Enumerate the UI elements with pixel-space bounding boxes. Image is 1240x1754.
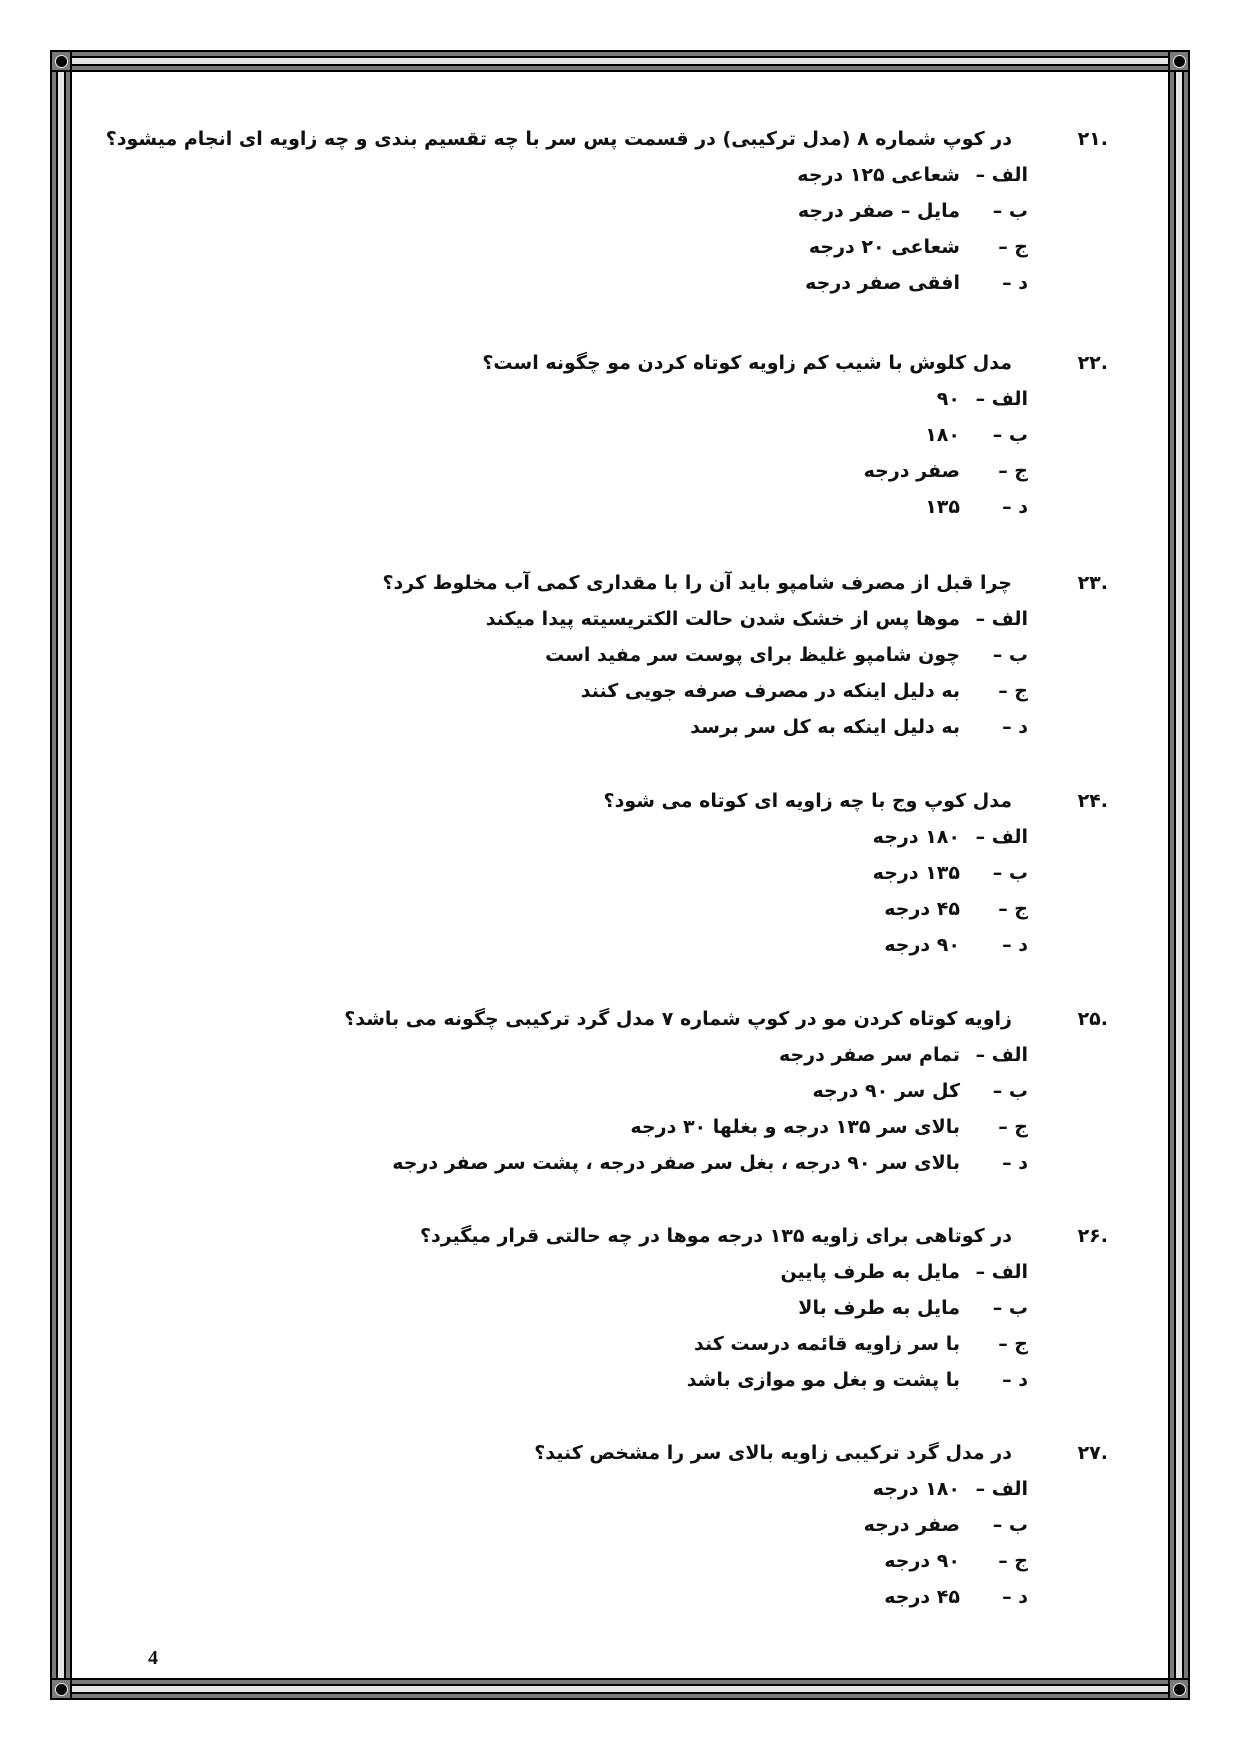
option-alef — [0, 826, 1240, 862]
option-text: ۱۸۰ — [925, 424, 960, 446]
option-text: ۴۵ درجه — [884, 898, 960, 920]
option-be — [0, 1297, 1240, 1333]
option-text: با سر زاویه قائمه درست کند — [694, 1333, 960, 1355]
option-text: مایل به طرف بالا — [798, 1297, 960, 1319]
option-label: د – — [1002, 934, 1028, 956]
option-label: ج – — [998, 898, 1028, 920]
option-text: بالای سر ۱۳۵ درجه و بغلها ۳۰ درجه — [630, 1116, 960, 1138]
question-27 — [0, 1442, 1240, 1622]
option-text: ۱۸۰ درجه — [872, 826, 960, 848]
option-label: د – — [1002, 716, 1028, 738]
question-text: مدل کلوش با شیب کم زاویه کوتاه کردن مو چگونه است؟ — [482, 352, 1012, 374]
option-label: ج – — [998, 1550, 1028, 1572]
corner-rivet-icon — [1168, 50, 1190, 72]
option-dal — [0, 1152, 1240, 1188]
option-be — [0, 1514, 1240, 1550]
option-alef — [0, 1478, 1240, 1514]
question-23 — [0, 572, 1240, 752]
option-alef — [0, 1044, 1240, 1080]
question-number: .۲۶ — [1077, 1225, 1108, 1247]
question-22 — [0, 352, 1240, 532]
option-alef — [0, 388, 1240, 424]
option-text: صفر درجه — [863, 460, 960, 482]
option-label: ب – — [992, 1080, 1028, 1102]
option-label: الف – — [975, 164, 1028, 186]
option-dal — [0, 716, 1240, 752]
option-jim — [0, 1116, 1240, 1152]
option-text: ۹۰ — [936, 388, 960, 410]
option-label: ب – — [992, 644, 1028, 666]
option-dal — [0, 934, 1240, 970]
option-text: ۱۳۵ درجه — [872, 862, 960, 884]
question-text: در مدل گرد ترکیبی زاویه بالای سر را مشخص کنید؟ — [534, 1442, 1012, 1464]
question-25 — [0, 1008, 1240, 1188]
question-text: زاویه کوتاه کردن مو در کوپ شماره ۷ مدل گرد ترکیبی چگونه می باشد؟ — [344, 1008, 1012, 1030]
page-number: 4 — [148, 1647, 158, 1669]
option-text: بالای سر ۹۰ درجه ، بغل سر صفر درجه ، پشت سر صفر درجه — [392, 1152, 960, 1174]
option-be — [0, 200, 1240, 236]
option-label: الف – — [975, 1261, 1028, 1283]
option-jim — [0, 1333, 1240, 1369]
option-label: الف – — [975, 1044, 1028, 1066]
option-label: ب – — [992, 862, 1028, 884]
option-dal — [0, 1586, 1240, 1622]
option-label: ب – — [992, 200, 1028, 222]
option-text: تمام سر صفر درجه — [778, 1044, 960, 1066]
corner-rivet-icon — [1168, 1678, 1190, 1700]
option-dal — [0, 272, 1240, 308]
option-alef — [0, 608, 1240, 644]
option-text: افقی صفر درجه — [805, 272, 960, 294]
option-label: الف – — [975, 608, 1028, 630]
option-text: صفر درجه — [863, 1514, 960, 1536]
option-label: ب – — [992, 1297, 1028, 1319]
option-text: به دلیل اینکه در مصرف صرفه جویی کنند — [580, 680, 960, 702]
question-number: .۲۴ — [1077, 790, 1108, 812]
option-label: د – — [1002, 1152, 1028, 1174]
option-text: ۹۰ درجه — [884, 934, 960, 956]
option-alef — [0, 1261, 1240, 1297]
option-label: ج – — [998, 1333, 1028, 1355]
question-number: .۲۷ — [1077, 1442, 1108, 1464]
option-label: ج – — [998, 236, 1028, 258]
option-text: مایل – صفر درجه — [797, 200, 960, 222]
question-number: .۲۲ — [1077, 352, 1108, 374]
option-label: الف – — [975, 826, 1028, 848]
option-jim — [0, 460, 1240, 496]
option-alef — [0, 164, 1240, 200]
question-24 — [0, 790, 1240, 970]
option-text: ۱۸۰ درجه — [872, 1478, 960, 1500]
question-number: .۲۳ — [1077, 572, 1108, 594]
option-be — [0, 424, 1240, 460]
option-text: شعاعی ۲۰ درجه — [808, 236, 960, 258]
option-jim — [0, 236, 1240, 272]
question-26 — [0, 1225, 1240, 1405]
option-text: ۱۳۵ — [925, 496, 960, 518]
option-text: کل سر ۹۰ درجه — [812, 1080, 960, 1102]
question-number: .۲۵ — [1077, 1008, 1108, 1030]
option-label: ج – — [998, 1116, 1028, 1138]
question-text: چرا قبل از مصرف شامپو باید آن را با مقداری کمی آب مخلوط کرد؟ — [382, 572, 1012, 594]
question-21 — [0, 128, 1240, 308]
option-label: د – — [1002, 496, 1028, 518]
option-label: ب – — [992, 1514, 1028, 1536]
option-text: موها پس از خشک شدن حالت الکتریسیته پیدا میکند — [485, 608, 960, 630]
option-dal — [0, 1369, 1240, 1405]
question-text: در کوتاهی برای زاویه ۱۳۵ درجه موها در چه حالتی قرار میگیرد؟ — [419, 1225, 1012, 1247]
option-text: ۹۰ درجه — [884, 1550, 960, 1572]
question-text: مدل کوپ وج با چه زاویه ای کوتاه می شود؟ — [603, 790, 1012, 812]
option-text: چون شامپو غلیظ برای پوست سر مفید است — [545, 644, 960, 666]
option-jim — [0, 1550, 1240, 1586]
option-be — [0, 1080, 1240, 1116]
option-text: شعاعی ۱۲۵ درجه — [797, 164, 960, 186]
option-label: ج – — [998, 680, 1028, 702]
option-label: د – — [1002, 272, 1028, 294]
option-jim — [0, 898, 1240, 934]
option-label: ب – — [992, 424, 1028, 446]
option-text: ۴۵ درجه — [884, 1586, 960, 1608]
corner-rivet-icon — [50, 50, 72, 72]
option-label: الف – — [975, 388, 1028, 410]
option-be — [0, 644, 1240, 680]
option-label: د – — [1002, 1369, 1028, 1391]
corner-rivet-icon — [50, 1678, 72, 1700]
question-number: .۲۱ — [1077, 128, 1108, 150]
option-dal — [0, 496, 1240, 532]
option-text: مایل به طرف پایین — [780, 1261, 960, 1283]
option-label: الف – — [975, 1478, 1028, 1500]
option-label: د – — [1002, 1586, 1028, 1608]
option-label: ج – — [998, 460, 1028, 482]
option-text: با پشت و بغل مو موازی باشد — [686, 1369, 960, 1391]
option-be — [0, 862, 1240, 898]
option-jim — [0, 680, 1240, 716]
option-text: به دلیل اینکه به کل سر برسد — [690, 716, 960, 738]
question-text: در کوپ شماره ۸ (مدل ترکیبی) در قسمت پس سر با چه تقسیم بندی و چه زاویه ای انجام میشود؟ — [105, 128, 1012, 150]
